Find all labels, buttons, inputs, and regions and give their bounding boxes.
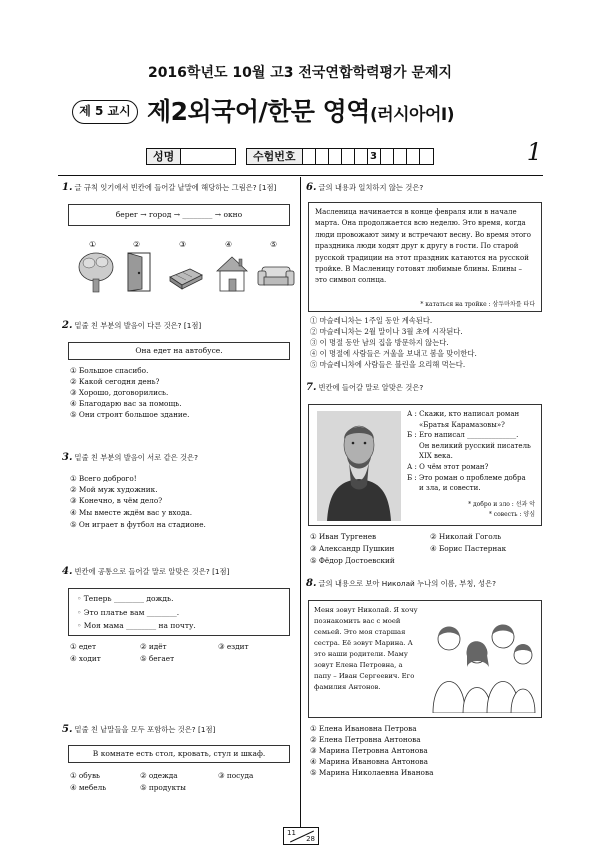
question-5-sentence: В комнате есть стол, кровать, стул и шкаф.	[92, 749, 266, 758]
house-icon	[214, 251, 250, 293]
question-3-option-4: ④ Мы вместе ждём вас у входа.	[70, 508, 193, 517]
question-2-box	[68, 342, 290, 360]
question-8-option-1: ① Елена Ивановна Петрова	[310, 724, 417, 733]
sequence-text: берег → город → ________ → окно	[115, 210, 243, 219]
exam-number-digit: 3	[368, 149, 381, 164]
question-5-option-2: ② одежда	[140, 771, 178, 780]
dialog-line: и зла, и совести.	[419, 484, 481, 493]
question-4-option-5: ⑤ бегает	[140, 654, 175, 663]
question-7-option-4: ④ Борис Пастернак	[430, 544, 507, 553]
dialog-line: XIX века.	[419, 452, 453, 461]
question-6-passage: Масленица начинается в конце февраля или в начале марта. Она продолжается всю неделю. Это время, когда люди провожают зиму и встречают весну. Во время этого праздника люди ходят друг к другу в гости. По старой русской традиции на этот праздник катаются на русской тройке. В Масленицу готовят любимые блины. Блины – это символ солнца.	[315, 208, 531, 285]
question-4-line-1: ◦ Теперь ________ дождь.	[77, 594, 174, 603]
question-6-option-1: ① 마슬레니차는 1주일 동안 계속된다.	[310, 316, 433, 325]
exam-number-cell	[407, 149, 420, 164]
dialog-line: А : Скажи, кто написал роман	[407, 410, 520, 418]
question-6-passage-box	[308, 202, 542, 312]
exam-title: 2016학년도 10월 고3 전국연합학력평가 문제지	[147, 65, 453, 81]
question-2-option-4: ④ Благодарю вас за помощь.	[70, 399, 182, 408]
question-2-sentence: Она едет на автобусе.	[135, 346, 223, 355]
name-field	[146, 148, 236, 165]
subject-title	[147, 92, 454, 128]
question-6-option-5: ⑤ 마슬레니차에 사람들은 블린을 요리해 먹는다.	[310, 360, 466, 369]
footer-total-pages: 28	[306, 835, 315, 843]
header-divider	[58, 175, 543, 176]
question-2-option-1: ① Большое спасибо.	[70, 366, 149, 375]
question-4-line-2: ◦ Это платье вам ________.	[77, 607, 180, 617]
exam-number-cell	[355, 149, 368, 164]
question-6-option-2: ② 마슬레니차는 2월 말이나 3월 초에 시작된다.	[310, 327, 463, 336]
exam-number-cell	[381, 149, 394, 164]
subject-sub: (러시아어Ⅰ)	[369, 105, 454, 125]
question-4-stem: 4. 빈칸에 공통으로 들어갈 말로 알맞은 것은? [1점]	[62, 566, 230, 577]
question-6-option-4: ④ 이 명절에 사람들은 겨울을 보내고 봄을 맞이한다.	[310, 349, 477, 358]
question-2-stem: 2. 밑줄 친 부분의 발음이 다른 것은? [1점]	[62, 320, 202, 331]
question-4-option-3: ③ ездит	[218, 642, 249, 651]
question-3-option-1: ① Всего доброго!	[70, 474, 137, 483]
question-6-option-3: ③ 이 명절 동안 남의 집을 방문하지 않는다.	[310, 338, 449, 347]
question-4-option-1: ① едет	[70, 642, 97, 651]
question-4-line-3: ◦ Моя мама ________ на почту.	[77, 621, 196, 630]
column-divider	[300, 177, 301, 827]
question-7-box	[308, 404, 542, 526]
exam-number-label: 수험번호	[247, 149, 303, 164]
question-3-stem: 3. 밑줄 친 부분의 발음이 서로 같은 것은?	[62, 452, 198, 463]
question-8-option-4: ④ Марина Ивановна Антонова	[310, 757, 429, 766]
question-2-option-2: ② Какой сегодня день?	[70, 377, 160, 386]
question-3-option-3: ③ Конечно, в чём дело?	[70, 496, 163, 505]
page-number: 1	[526, 138, 542, 166]
question-8-box	[308, 600, 542, 718]
question-8-option-3: ③ Марина Петровна Антонова	[310, 746, 428, 755]
question-8-passage: Меня зовут Николай. Я хочу познакомить вас с моей семьей. Это моя старшая сестра. Её зовут Марина. А это наши родители. Маму зовут Елена Петровна, а папу – Иван Сергеевич. Его фамилия Антонов.	[314, 606, 418, 691]
question-6-footnote: * кататься на тройке : 삼두마차를 타다	[420, 301, 535, 308]
door-icon	[124, 251, 156, 293]
dialog-line: Б : Это роман о проблеме добра	[407, 473, 526, 482]
question-8-stem: 8. 글의 내용으로 보아 Николай 누나의 이름, 부칭, 성은?	[306, 578, 497, 589]
question-6-stem: 6. 글의 내용과 일치하지 않는 것은?	[306, 182, 424, 193]
choice-3-label: ③	[179, 240, 187, 249]
exam-number-cell	[342, 149, 355, 164]
question-5-option-4: ④ мебель	[70, 783, 107, 792]
exam-number-cell	[394, 149, 407, 164]
question-7-option-1: ① Иван Тургенев	[310, 532, 377, 541]
exam-number-cell	[316, 149, 329, 164]
dialog-line: Б : Его написал ______________.	[407, 431, 519, 440]
exam-number-cell	[329, 149, 342, 164]
session-badge: 제 5 교시	[72, 100, 138, 124]
exam-number-cell	[303, 149, 316, 164]
page-footer	[283, 827, 319, 845]
question-1-stem: 1. 글 규칙 잇기에서 빈칸에 들어갈 낱말에 해당하는 그림은? [1점]	[62, 182, 277, 193]
exam-number-cell	[420, 149, 433, 164]
question-2-option-5: ⑤ Они строят большое здание.	[70, 410, 190, 419]
question-7-note-1: * добро и зло : 선과 악	[468, 501, 535, 508]
question-4-option-2: ② идёт	[140, 642, 167, 651]
question-7-note-2: * совесть : 양심	[488, 511, 535, 518]
bread-icon	[168, 251, 204, 293]
family-image	[427, 609, 539, 713]
question-7-stem: 7. 빈칸에 들어갈 말로 알맞은 것은?	[306, 382, 424, 393]
question-2-option-3: ③ Хорошо, договорились.	[70, 388, 169, 397]
question-5-option-1: ① обувь	[70, 771, 101, 780]
question-7-dialog	[407, 409, 531, 494]
choice-5-label: ⑤	[270, 240, 278, 249]
question-5-option-5: ⑤ продукты	[140, 783, 186, 792]
dialog-line: А : О чём этот роман?	[407, 462, 489, 471]
question-8-option-2: ② Елена Петровна Антонова	[310, 735, 421, 744]
dialog-line: «Братья Карамазовы»?	[419, 420, 505, 429]
question-7-option-5: ⑤ Фёдор Достоевский	[310, 556, 395, 565]
exam-number-field	[246, 148, 434, 165]
sofa-icon	[256, 251, 296, 293]
dialog-line: Он великий русский писатель	[419, 441, 531, 450]
question-7-option-2: ② Николай Гоголь	[430, 532, 502, 541]
question-8-option-5: ⑤ Марина Николаевна Иванова	[310, 768, 434, 777]
footer-current-page: 11	[287, 829, 296, 837]
question-1-sequence-box	[68, 204, 290, 226]
question-7-option-3: ③ Александр Пушкин	[310, 544, 395, 553]
tree-icon	[76, 251, 116, 293]
question-3-option-2: ② Мой муж художник.	[70, 485, 158, 494]
name-label: 성명	[147, 149, 181, 164]
question-5-stem: 5. 밑줄 친 낱말들을 모두 포함하는 것은? [1점]	[62, 724, 216, 735]
question-4-box	[68, 588, 290, 636]
portrait-image	[317, 411, 401, 521]
question-3-option-5: ⑤ Он играет в футбол на стадионе.	[70, 520, 206, 529]
choice-1-label: ①	[89, 240, 97, 249]
question-5-box	[68, 745, 290, 763]
choice-4-label: ④	[225, 240, 233, 249]
question-5-option-3: ③ посуда	[218, 771, 254, 780]
choice-2-label: ②	[133, 240, 141, 249]
question-4-option-4: ④ ходит	[70, 654, 101, 663]
subject-main: 제2외국어/한문 영역	[147, 97, 370, 126]
